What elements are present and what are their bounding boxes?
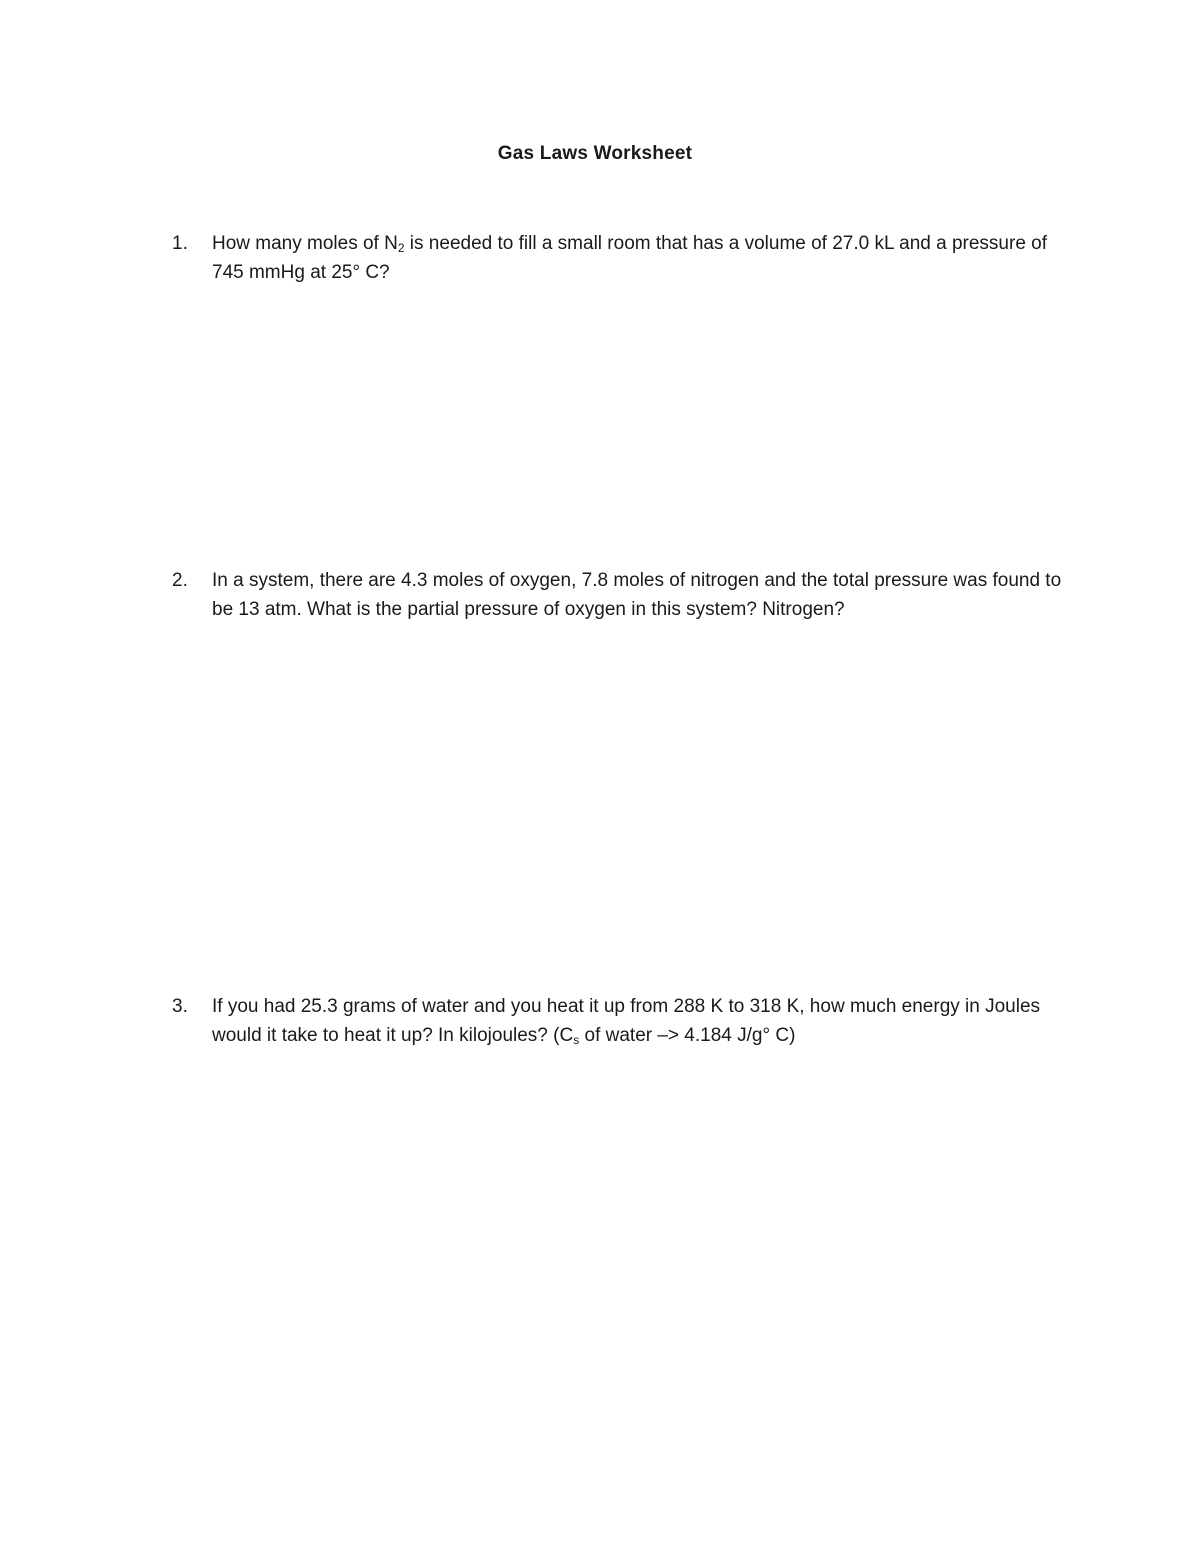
question-number: 1. — [172, 233, 188, 254]
question-text: In a system, there are 4.3 moles of oxygen, 7.8 moles of nitrogen and the total pressure was found to be 13 atm. What is the partial pressure of oxygen in this system? Nitrogen? — [212, 570, 1062, 620]
question-text — [212, 992, 1072, 1050]
question-text-part: of water –> 4.184 J/g° C) — [579, 1025, 796, 1046]
question-text-part: is needed to fill a small room that has a volume of 27.0 kL and a pressure of 745 mmHg at 25° C? — [212, 233, 1048, 283]
question-number: 3. — [172, 996, 188, 1017]
question-text — [212, 229, 1072, 287]
question-text-part: How many moles of N — [212, 233, 398, 254]
question-number: 2. — [172, 570, 188, 591]
page-title: Gas Laws Worksheet — [497, 143, 693, 164]
subscript: s — [573, 1033, 580, 1047]
subscript: 2 — [397, 241, 405, 255]
question-text-part: If you had 25.3 grams of water and you heat it up from 288 K to 318 K, how much energy in Joules would it take to heat it up? In kilojoules? (C — [212, 996, 1041, 1046]
